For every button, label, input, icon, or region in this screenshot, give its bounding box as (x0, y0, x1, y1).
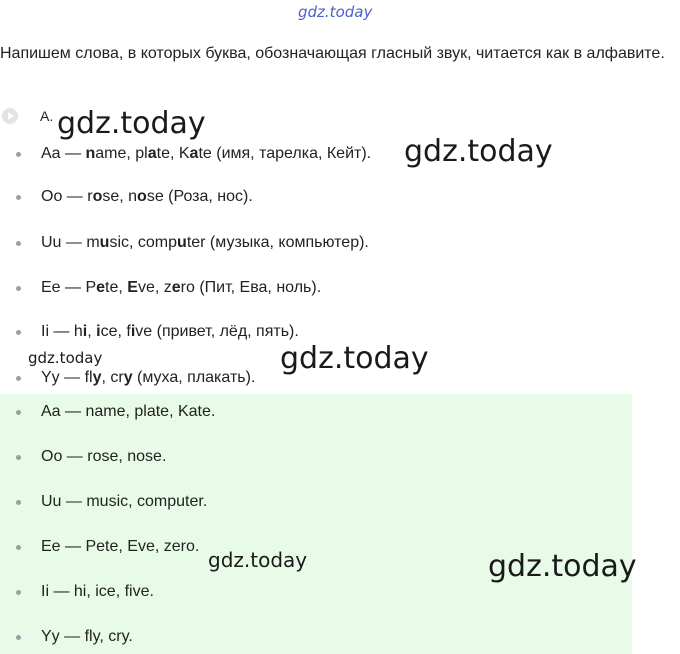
watermark: gdz.today (208, 548, 308, 572)
list-item-text: Ii — hi, ice, five (привет, лёд, пять). (41, 323, 299, 340)
bullet-icon (16, 241, 21, 246)
bullet-icon (16, 286, 21, 291)
list-item (0, 400, 620, 424)
list-item (0, 625, 620, 649)
play-icon[interactable] (2, 108, 18, 124)
list-item-text: Ee — Pete, Eve, zero (Пит, Ева, ноль). (41, 279, 322, 296)
bullet-icon (16, 152, 21, 157)
watermark: gdz.today (404, 134, 553, 169)
list-item-text: Oo — rose, nose (Роза, нос). (41, 188, 253, 205)
watermark: gdz.today (488, 549, 637, 584)
list-item (0, 185, 620, 209)
watermark: gdz.today (28, 349, 103, 367)
list-item-text: Ii — hi, ice, five. (41, 583, 154, 600)
section-label: A. (40, 108, 54, 124)
list-item-text: Uu — music, computer. (41, 493, 208, 510)
bullet-icon (16, 330, 21, 335)
list-item (0, 231, 620, 255)
bullet-icon (16, 410, 21, 415)
bullet-icon (16, 195, 21, 200)
list-item (0, 445, 620, 469)
bullet-icon (16, 590, 21, 595)
intro-text: Напишем слова, в которых буква, обозначающая гласный звук, читается как в алфавите. (0, 45, 665, 62)
bullet-icon (16, 500, 21, 505)
list-item-text: Yy — fly, cry (муха, плакать). (41, 369, 256, 386)
watermark: gdz.today (57, 106, 206, 141)
list-item-text: Aa — name, plate, Kate. (41, 403, 216, 420)
list-item-text: Uu — music, computer (музыка, компьютер). (41, 234, 369, 251)
list-item-text: Oo — rose, nose. (41, 448, 167, 465)
bullet-icon (16, 635, 21, 640)
bullet-icon (16, 455, 21, 460)
bullet-icon (16, 376, 21, 381)
list-item-text: Aa — name, plate, Kate (имя, тарелка, Кейт). (41, 145, 372, 162)
list-item (0, 490, 620, 514)
list-item (0, 276, 620, 300)
watermark-top: gdz.today (298, 3, 373, 21)
bullet-icon (16, 545, 21, 550)
list-item-text: Yy — fly, cry. (41, 628, 133, 645)
watermark: gdz.today (280, 341, 429, 376)
answer-block (0, 394, 632, 654)
list-item-text: Ee — Pete, Eve, zero. (41, 538, 200, 555)
